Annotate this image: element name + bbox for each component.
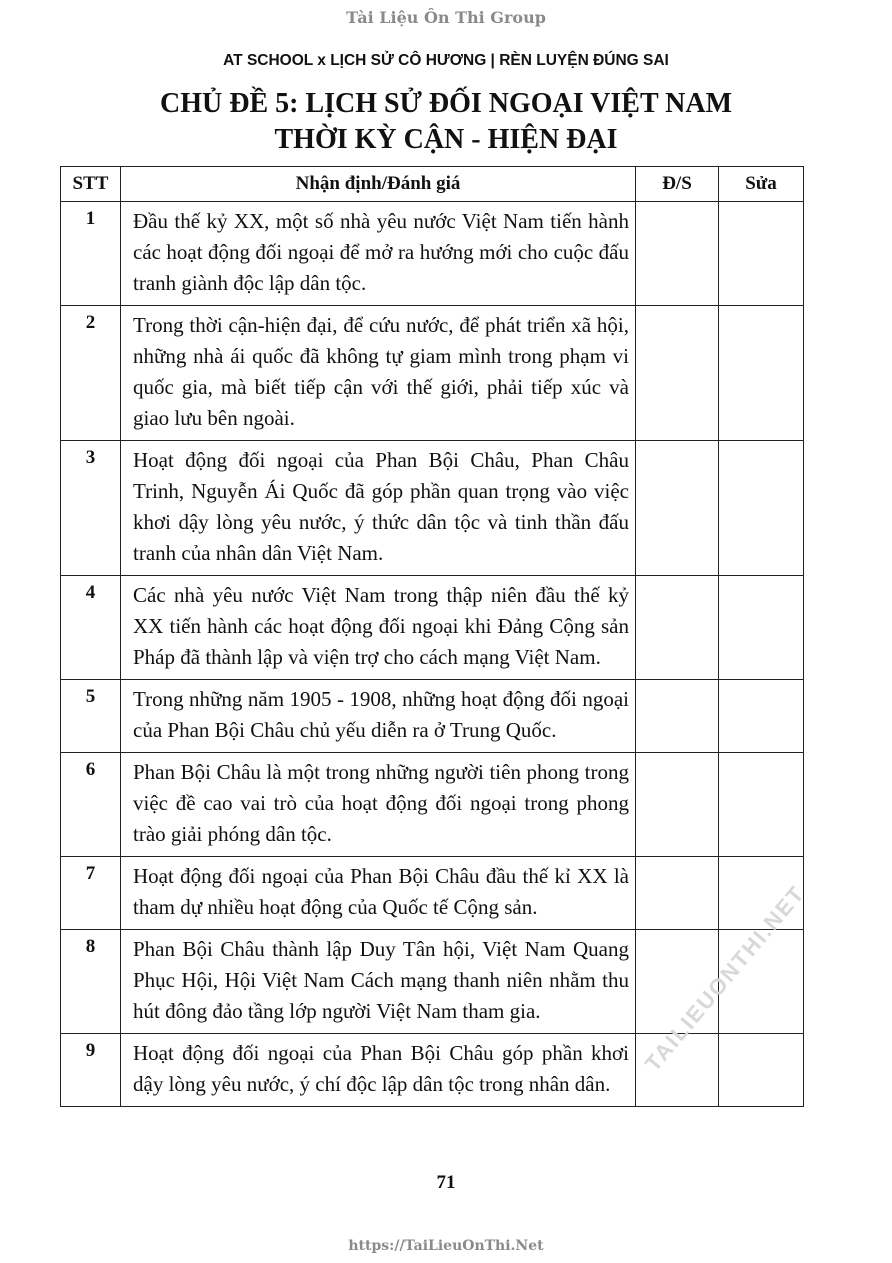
row-number: 4 (61, 576, 121, 680)
table-row (61, 306, 804, 441)
row-number: 8 (61, 930, 121, 1034)
column-header-true-false: Đ/S (636, 167, 719, 202)
true-false-cell[interactable] (636, 680, 719, 753)
true-false-cell[interactable] (636, 306, 719, 441)
true-false-cell[interactable] (636, 202, 719, 306)
correction-cell[interactable] (719, 202, 804, 306)
statement-text: Hoạt động đối ngoại của Phan Bội Châu đầu thế kỉ XX là tham dự nhiều hoạt động của Quốc tế Cộng sản. (121, 857, 636, 930)
true-false-cell[interactable] (636, 576, 719, 680)
statement-text: Hoạt động đối ngoại của Phan Bội Châu góp phần khơi dậy lòng yêu nước, ý chí độc lập dân tộc trong nhân dân. (121, 1034, 636, 1107)
correction-cell[interactable] (719, 306, 804, 441)
table-header-row (61, 167, 804, 202)
statement-text: Phan Bội Châu thành lập Duy Tân hội, Việt Nam Quang Phục Hội, Hội Việt Nam Cách mạng thanh niên nhằm thu hút đông đảo tầng lớp người Việt Nam tham gia. (121, 930, 636, 1034)
table-row (61, 857, 804, 930)
row-number: 5 (61, 680, 121, 753)
statement-text: Trong thời cận-hiện đại, để cứu nước, để phát triển xã hội, những nhà ái quốc đã không tự giam mình trong phạm vi quốc gia, mà biết tiếp cận với thế giới, phải tiếp xúc và giao lưu bên ngoài. (121, 306, 636, 441)
column-header-statement: Nhận định/Đánh giá (121, 167, 636, 202)
table-row (61, 680, 804, 753)
statement-text: Các nhà yêu nước Việt Nam trong thập niên đầu thế kỷ XX tiến hành các hoạt động đối ngoại khi Đảng Cộng sản Pháp đã thành lập và viện trợ cho cách mạng Việt Nam. (121, 576, 636, 680)
row-number: 7 (61, 857, 121, 930)
page-number: 71 (436, 1172, 456, 1193)
table-row (61, 202, 804, 306)
correction-cell[interactable] (719, 680, 804, 753)
row-number: 2 (61, 306, 121, 441)
page-title-line-1: CHỦ ĐỀ 5: LỊCH SỬ ĐỐI NGOẠI VIỆT NAM (160, 88, 732, 119)
table-row (61, 753, 804, 857)
statement-table (60, 166, 804, 1107)
top-watermark: Tài Liệu Ôn Thi Group (346, 8, 546, 27)
row-number: 1 (61, 202, 121, 306)
correction-cell[interactable] (719, 576, 804, 680)
statement-text: Hoạt động đối ngoại của Phan Bội Châu, Phan Châu Trinh, Nguyễn Ái Quốc đã góp phần quan trọng vào việc khơi dậy lòng yêu nước, ý thức dân tộc và tinh thần đấu tranh của nhân dân Việt Nam. (121, 441, 636, 576)
statement-text: Phan Bội Châu là một trong những người tiên phong trong việc đề cao vai trò của hoạt động đối ngoại trong phong trào giải phóng dân tộc. (121, 753, 636, 857)
true-false-cell[interactable] (636, 857, 719, 930)
statement-text: Trong những năm 1905 - 1908, những hoạt động đối ngoại của Phan Bội Châu chủ yếu diễn ra ở Trung Quốc. (121, 680, 636, 753)
row-number: 6 (61, 753, 121, 857)
statement-text: Đầu thế kỷ XX, một số nhà yêu nước Việt Nam tiến hành các hoạt động đối ngoại để mở ra hướng mới cho cuộc đấu tranh giành độc lập dân tộc. (121, 202, 636, 306)
correction-cell[interactable] (719, 1034, 804, 1107)
table-row (61, 576, 804, 680)
column-header-stt: STT (61, 167, 121, 202)
table-row (61, 441, 804, 576)
correction-cell[interactable] (719, 753, 804, 857)
diagonal-watermark: TAILIEUONTHI.NET (640, 880, 810, 1077)
true-false-cell[interactable] (636, 441, 719, 576)
column-header-correction: Sửa (719, 167, 804, 202)
table-row (61, 1034, 804, 1107)
true-false-cell[interactable] (636, 753, 719, 857)
row-number: 9 (61, 1034, 121, 1107)
page-header: AT SCHOOL x LỊCH SỬ CÔ HƯƠNG | RÈN LUYỆN ĐÚNG SAI (223, 52, 669, 69)
row-number: 3 (61, 441, 121, 576)
correction-cell[interactable] (719, 441, 804, 576)
page-title-line-2: THỜI KỲ CẬN - HIỆN ĐẠI (274, 124, 618, 155)
footer-url: https://TaiLieuOnThi.Net (348, 1238, 544, 1254)
